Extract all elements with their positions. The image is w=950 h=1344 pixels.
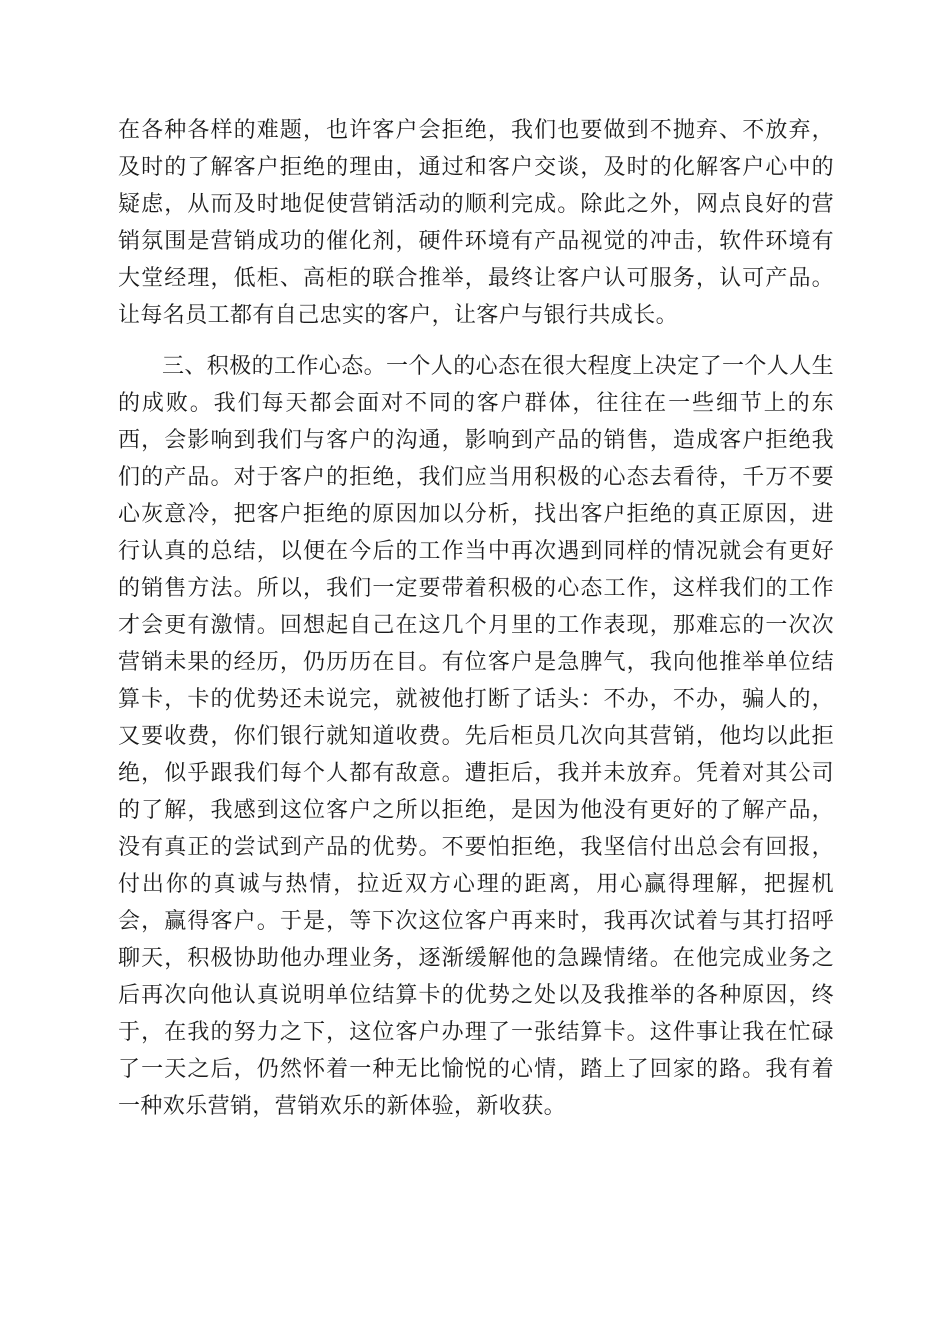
paragraph-1: 在各种各样的难题，也许客户会拒绝，我们也要做到不抛弃、不放弃，及时的了解客户拒绝的理由，通过和客户交谈，及时的化解客户心中的疑虑，从而及时地促使营销活动的顺利完成。除此之外，网点良好的营销氛围是营销成功的催化剂，硬件环境有产品视觉的冲击，软件环境有大堂经理，低柜、高柜的联合推举，最终让客户认可服务，认可产品。让每名员工都有自己忠实的客户，让客户与银行共成长。 — [118, 118, 834, 328]
paragraph-2: 三、积极的工作心态。一个人的心态在很大程度上决定了一个人人生的成败。我们每天都会面对不同的客户群体，往往在一些细节上的东西，会影响到我们与客户的沟通，影响到产品的销售，造成客户拒绝我们的产品。对于客户的拒绝，我们应当用积极的心态去看待，千万不要心灰意冷，把客户拒绝的原因加以分析，找出客户拒绝的真正原因，进行认真的总结，以便在今后的工作当中再次遇到同样的情况就会有更好的销售方法。所以，我们一定要带着积极的心态工作，这样我们的工作才会更有激情。回想起自己在这几个月里的工作表现，那难忘的一次次营销未果的经历，仍历历在目。有位客户是急脾气，我向他推举单位结算卡，卡的优势还未说完，就被他打断了话头：不办，不办，骗人的，又要收费，你们银行就知道收费。先后柜员几次向其营销，他均以此拒绝，似乎跟我们每个人都有敌意。遭拒后，我并未放弃。凭着对其公司的了解，我感到这位客户之所以拒绝，是因为他没有更好的了解产品，没有真正的尝试到产品的优势。不要怕拒绝，我坚信付出总会有回报，付出你的真诚与热情，拉近双方心理的距离，用心赢得理解，把握机会，赢得客户。于是，等下次这位客户再来时，我再次试着与其打招呼聊天，积极协助他办理业务，逐渐缓解他的急躁情绪。在他完成业务之后再次向他认真说明单位结算卡的优势之处以及我推举的各种原因，终于，在我的努力之下，这位客户办理了一张结算卡。这件事让我在忙碌了一天之后，仍然怀着一种无比愉悦的心情，踏上了回家的路。我有着一种欢乐营销，营销欢乐的新体验，新收获。 — [118, 354, 835, 1119]
